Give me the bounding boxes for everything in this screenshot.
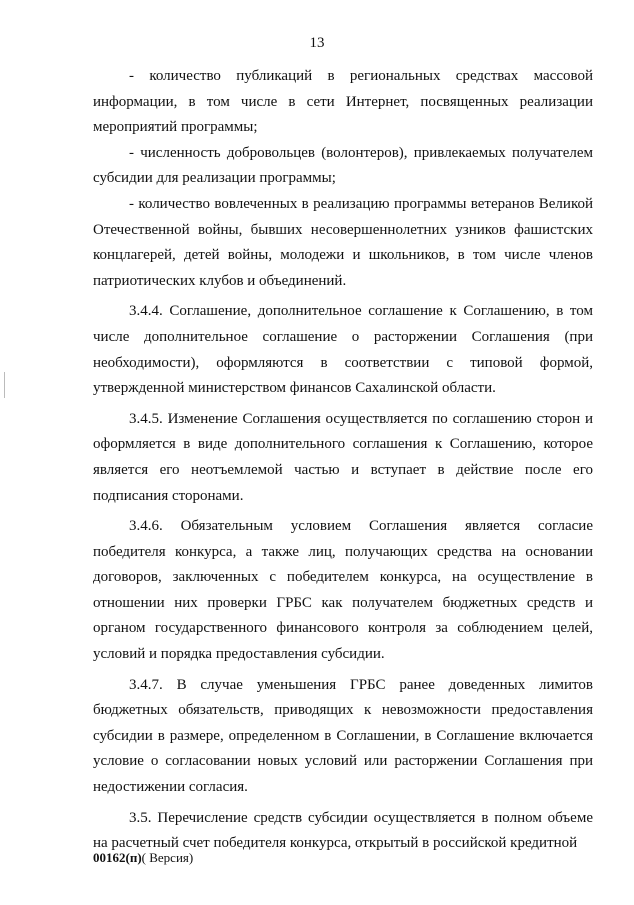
- paragraph-publications-count: - количество публикаций в региональных средствах массовой информации, в том числе в сети Интернет, посвященных реализации мероприятий программы;: [93, 68, 593, 136]
- paragraph-3-4-7: 3.4.7. В случае уменьшения ГРБС ранее доведенных лимитов бюджетных обязательств, приводящих к невозможности предоставления субсидии в размере, определенном в Соглашении, в Соглашение включается условие о согласовании новых условий или расторжении Соглашения при недостижении согласия.: [93, 676, 593, 796]
- paragraph-3-4-5: 3.4.5. Изменение Соглашения осуществляется по соглашению сторон и оформляется в виде дополнительного соглашения к Соглашению, которое является его неотъемлемой частью и вступает в действие после его подписания сторонами.: [93, 410, 593, 504]
- document-body: [93, 64, 593, 862]
- document-footer-code: [93, 850, 193, 866]
- page-number: 13: [309, 35, 325, 51]
- paragraph-3-5: 3.5. Перечисление средств субсидии осуществляется в полном объеме на расчетный счет победителя конкурса, открытый в российской кредитной: [93, 809, 593, 852]
- paragraph-veterans-count: - количество вовлеченных в реализацию программы ветеранов Великой Отечественной войны, бывших несовершеннолетних узников фашистских концлагерей, детей войны, молодежи и школьников, в том числе членов патриотических клубов и объединений.: [93, 195, 593, 289]
- paragraph-3-4-6: 3.4.6. Обязательным условием Соглашения является согласие победителя конкурса, а также лиц, получающих средства на основании договоров, заключенных с победителем конкурса, на осуществление в отношении них проверки ГРБС как получателем бюджетных средств и органом государственного финансового контроля за соблюдением целей, условий и порядка предоставления субсидии.: [93, 518, 593, 663]
- scan-margin-mark: [4, 372, 5, 398]
- paragraph-3-4-4: 3.4.4. Соглашение, дополнительное соглашение к Соглашению, в том числе дополнительное соглашение о расторжении Соглашения (при необходимости), оформляются в соответствии с типовой формой, утвержденной министерством финансов Сахалинской области.: [93, 303, 593, 397]
- paragraph-volunteers-count: - численность добровольцев (волонтеров), привлекаемых получателем субсидии для реализации программы;: [93, 144, 593, 187]
- footer-code-number: 00162(п): [93, 850, 142, 865]
- footer-code-suffix: ( Версия): [141, 850, 194, 865]
